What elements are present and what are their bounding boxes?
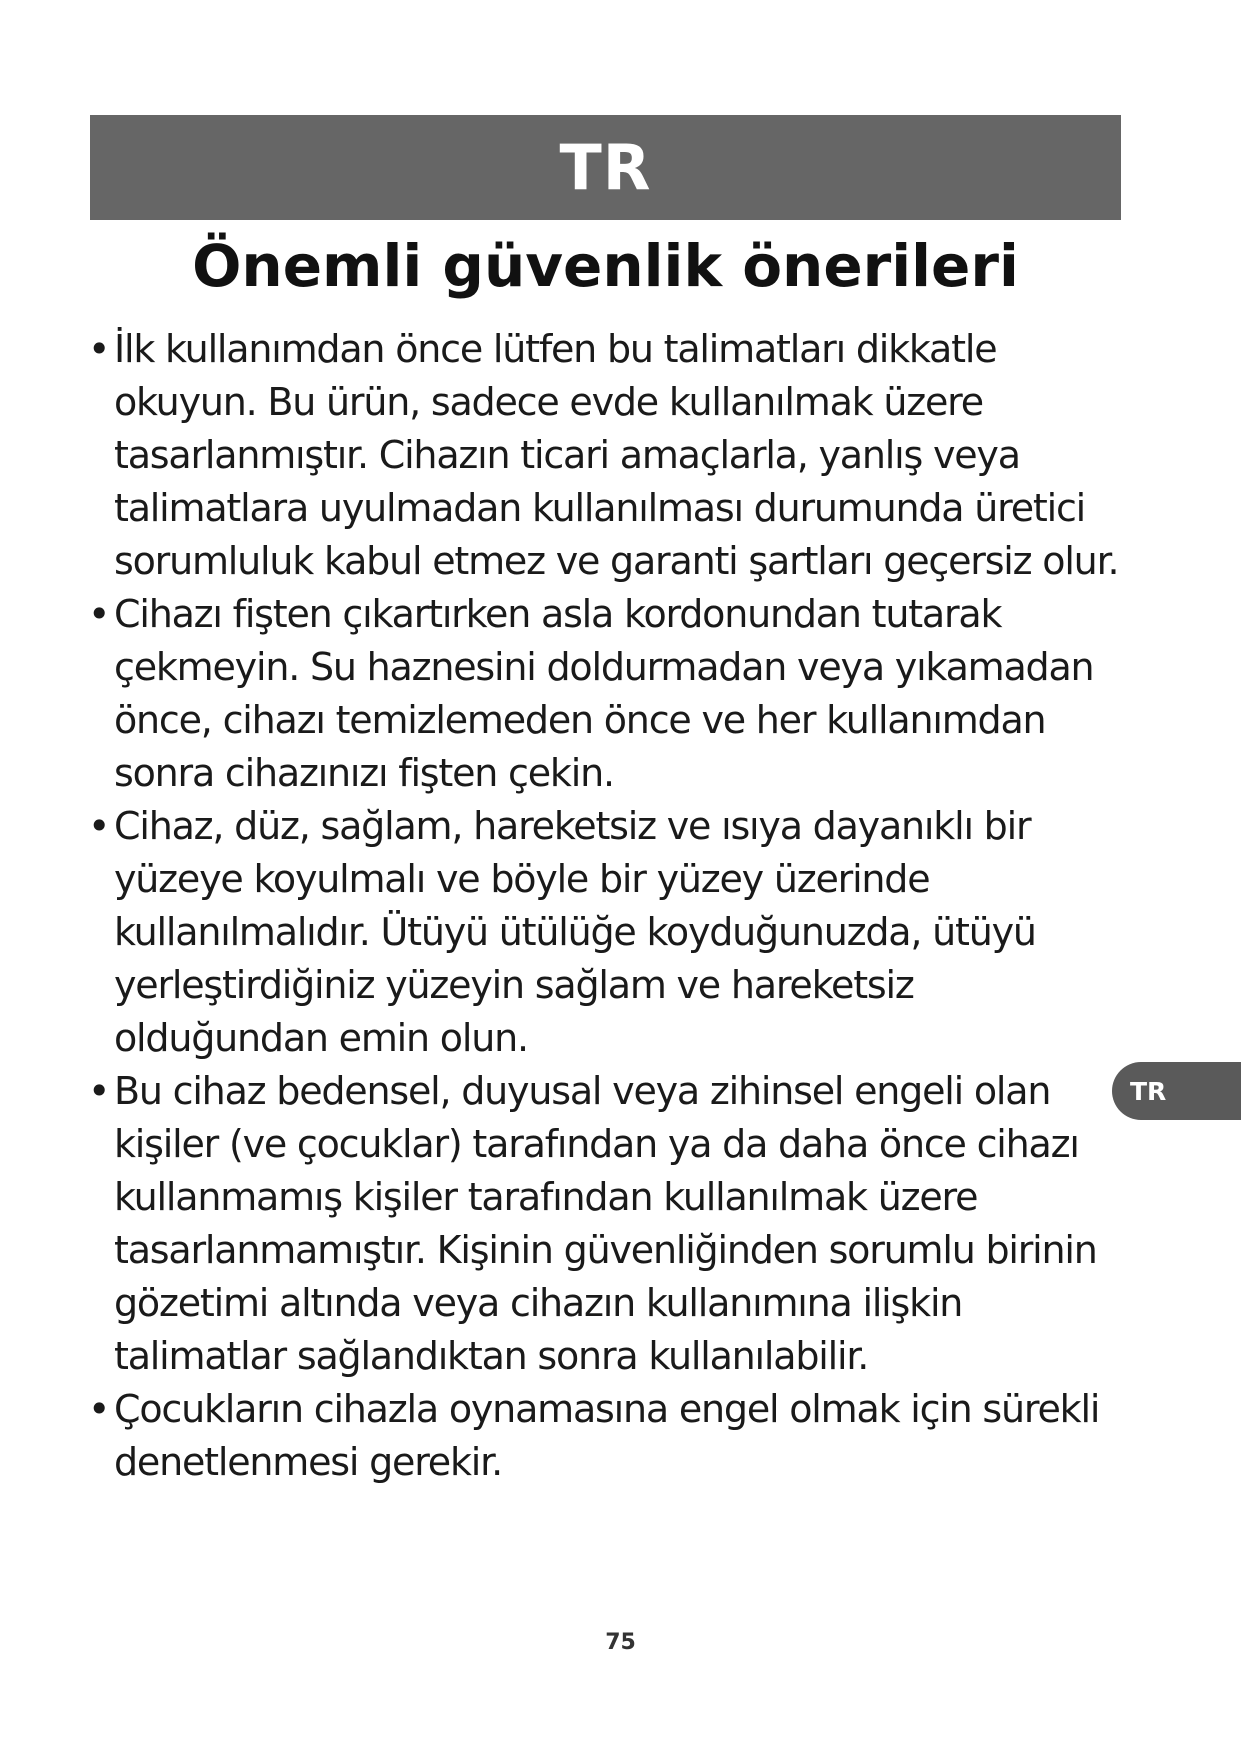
list-item	[88, 323, 1138, 588]
list-item	[88, 1383, 1138, 1489]
bullet: •	[88, 327, 110, 371]
bullet: •	[88, 592, 110, 636]
language-code: TR	[559, 131, 652, 204]
list-item-text: Bu cihaz bedensel, duyusal veya zihinsel engeli olan kişiler (ve çocuklar) tarafından ya da daha önce cihazı kullanmamış kişiler tarafından kullanılmak üzere tasarlanmamıştır. Kişinin güvenliğinden sorumlu birinin gözetimi altında veya cihazın kullanımına ilişkin talimatlar sağlandıktan sonra kullanılabilir.	[114, 1069, 1097, 1378]
language-header-bar	[90, 115, 1121, 220]
list-item-text: İlk kullanımdan önce lütfen bu talimatları dikkatle okuyun. Bu ürün, sadece evde kullanılmak üzere tasarlanmıştır. Cihazın ticari amaçlarla, yanlış veya talimatlara uyulmadan kullanılması durumunda üretici sorumluluk kabul etmez ve garanti şartları geçersiz olur.	[114, 327, 1119, 583]
list-item-text: Çocukların cihazla oynamasına engel olmak için sürekli denetlenmesi gerekir.	[114, 1387, 1100, 1484]
bullet: •	[88, 1387, 110, 1431]
bullet: •	[88, 804, 110, 848]
list-item	[88, 588, 1138, 800]
list-item	[88, 1065, 1138, 1383]
safety-instructions-list	[88, 323, 1138, 1489]
bullet: •	[88, 1069, 110, 1113]
page-title: Önemli güvenlik önerileri	[192, 232, 1019, 300]
language-side-tab	[1112, 1062, 1241, 1120]
page-number: 75	[605, 1630, 636, 1655]
list-item-text: Cihaz, düz, sağlam, hareketsiz ve ısıya dayanıklı bir yüzeye koyulmalı ve böyle bir yüzey üzerinde kullanılmalıdır. Ütüyü ütülüğe koyduğunuzda, ütüyü yerleştirdiğiniz yüzeyin sağlam ve hareketsiz olduğundan emin olun.	[114, 804, 1036, 1060]
side-tab-label: TR	[1130, 1076, 1167, 1106]
list-item-text: Cihazı fişten çıkartırken asla kordonundan tutarak çekmeyin. Su haznesini doldurmadan veya yıkamadan önce, cihazı temizlemeden önce ve her kullanımdan sonra cihazınızı fişten çekin.	[114, 592, 1094, 795]
list-item	[88, 800, 1138, 1065]
